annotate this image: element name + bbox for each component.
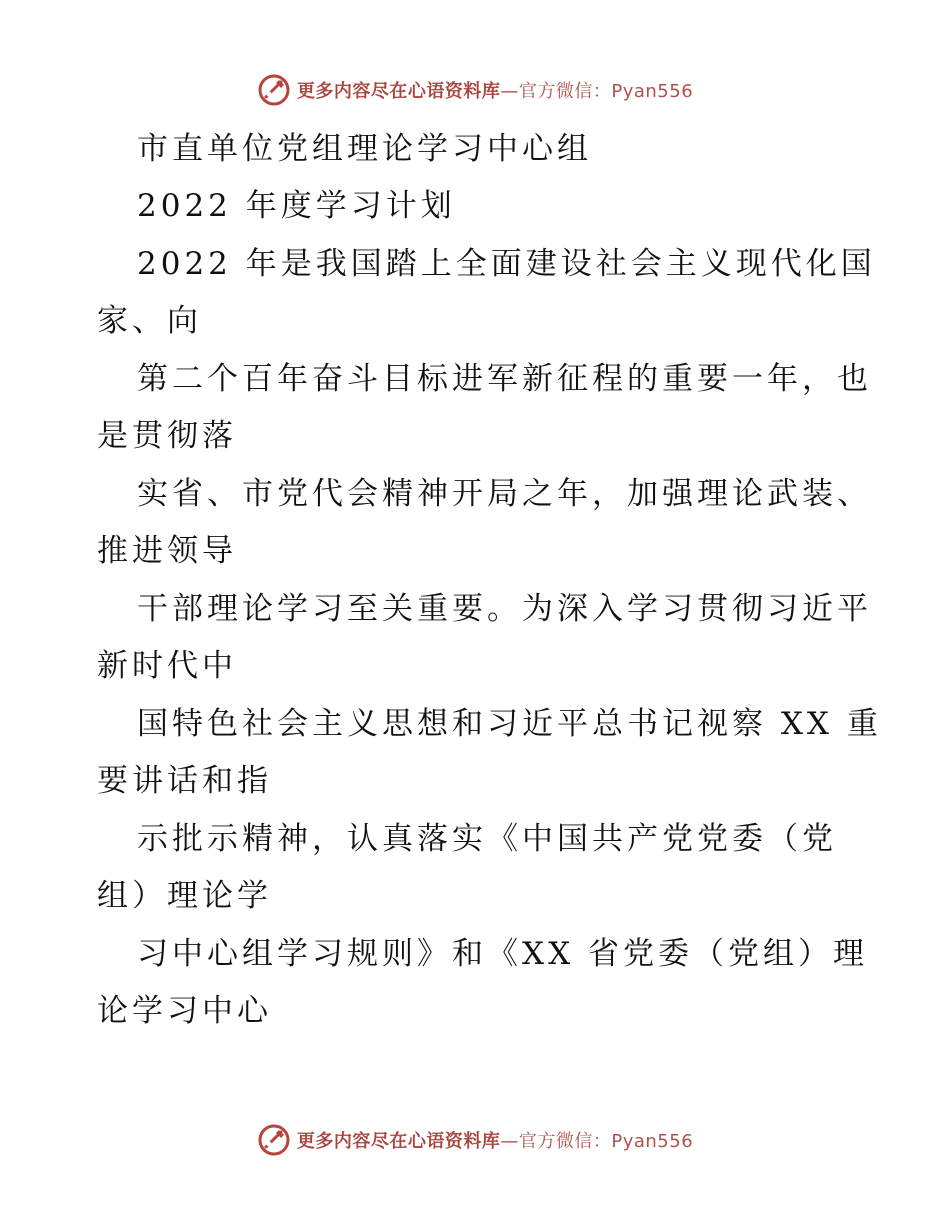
- doc-paragraph-line: 推进领导: [97, 533, 237, 569]
- banner-text: [297, 1127, 693, 1153]
- footer-banner: [0, 1120, 950, 1160]
- banner-text: [297, 77, 693, 103]
- logo-icon: [257, 73, 291, 107]
- doc-paragraph-line: 组）理论学: [97, 878, 272, 914]
- doc-paragraph-line: 第二个百年奋斗目标进军新征程的重要一年，也: [137, 361, 872, 397]
- banner-separator: —: [500, 1131, 519, 1152]
- doc-paragraph-line: 家、向: [97, 303, 202, 339]
- doc-paragraph-line: 论学习中心: [97, 993, 272, 1029]
- banner-wechat-text: 官方微信：Pyan556: [518, 81, 694, 102]
- banner-separator: —: [500, 81, 519, 102]
- doc-paragraph-line: 干部理论学习至关重要。为深入学习贯彻习近平: [137, 591, 872, 627]
- doc-paragraph-line: 习中心组学习规则》和《XX 省党委（党组）理: [137, 936, 868, 972]
- banner-wechat-text: 官方微信：Pyan556: [518, 1131, 694, 1152]
- banner-main-text: 更多内容尽在心语资料库: [296, 1131, 501, 1152]
- doc-paragraph-line: 要讲话和指: [97, 763, 272, 799]
- doc-title-line-2: 2022 年度学习计划: [137, 188, 456, 224]
- doc-paragraph-line: 2022 年是我国踏上全面建设社会主义现代化国: [137, 246, 876, 282]
- header-banner: [0, 70, 950, 110]
- doc-title-line-1: 市直单位党组理论学习中心组: [137, 131, 592, 167]
- banner-main-text: 更多内容尽在心语资料库: [296, 81, 501, 102]
- doc-paragraph-line: 示批示精神，认真落实《中国共产党党委（党: [137, 821, 837, 857]
- logo-icon: [257, 1123, 291, 1157]
- doc-paragraph-line: 国特色社会主义思想和习近平总书记视察 XX 重: [137, 706, 882, 742]
- doc-paragraph-line: 是贯彻落: [97, 418, 237, 454]
- doc-paragraph-line: 实省、市党代会精神开局之年，加强理论武装、: [137, 476, 872, 512]
- doc-paragraph-line: 新时代中: [97, 648, 237, 684]
